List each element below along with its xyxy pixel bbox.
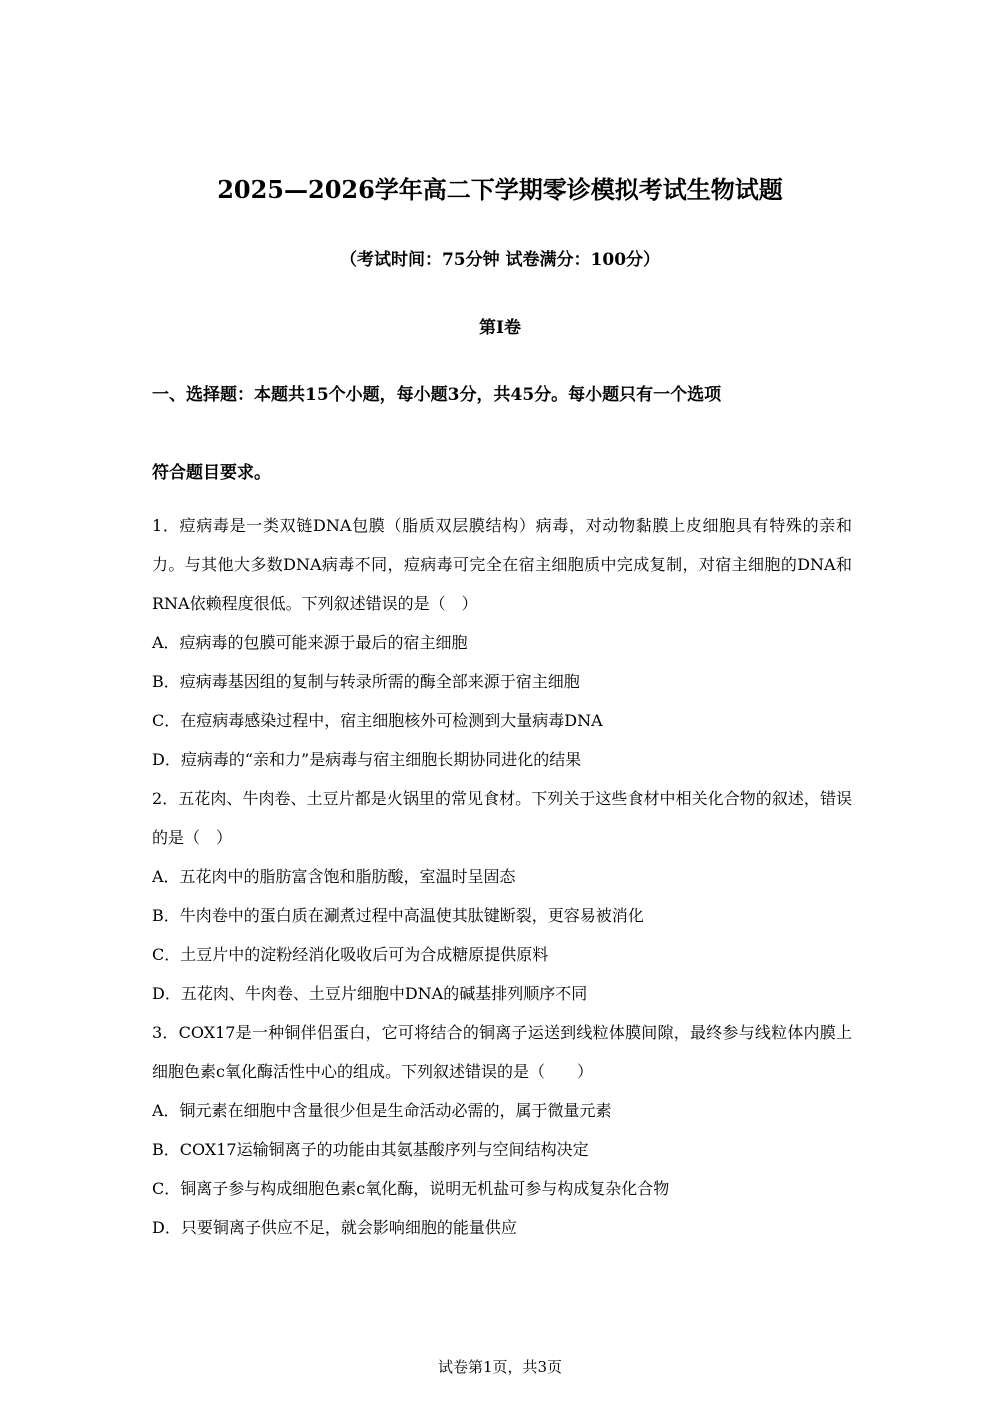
question-1 [152, 506, 852, 779]
question-1-option-c: C．在痘病毒感染过程中，宿主细胞核外可检测到大量病毒DNA [152, 711, 603, 730]
question-2-option-d: D．五花肉、牛肉卷、土豆片细胞中DNA的碱基排列顺序不同 [152, 984, 588, 1003]
question-1-option-b: B．痘病毒基因组的复制与转录所需的酶全部来源于宿主细胞 [152, 672, 580, 691]
exam-title: 2025—2026学年高二下学期零诊模拟考试生物试题 [217, 175, 783, 204]
question-3-stem: 3．COX17是一种铜伴侣蛋白，它可将结合的铜离子运送到线粒体膜间隙，最终参与线粒体内膜上细胞色素c氧化酶活性中心的组成。下列叙述错误的是（ ） [152, 1023, 852, 1081]
question-2-option-b: B．牛肉卷中的蛋白质在涮煮过程中高温使其肽键断裂，更容易被消化 [152, 906, 644, 925]
question-1-stem: 1．痘病毒是一类双链DNA包膜（脂质双层膜结构）病毒，对动物黏膜上皮细胞具有特殊的亲和力。与其他大多数DNA病毒不同，痘病毒可完全在宿主细胞质中完成复制，对宿主细胞的DNA和RNA依赖程度很低。下列叙述错误的是（ ） [152, 516, 852, 613]
exam-subtitle: （考试时间：75分钟 试卷满分：100分） [339, 250, 661, 270]
question-2-option-c: C．土豆片中的淀粉经消化吸收后可为合成糖原提供原料 [152, 945, 549, 964]
question-3-option-d: D．只要铜离子供应不足，就会影响细胞的能量供应 [152, 1218, 517, 1237]
questions-area [152, 506, 852, 1247]
question-3-option-c: C．铜离子参与构成细胞色素c氧化酶，说明无机盐可参与构成复杂化合物 [152, 1179, 670, 1198]
question-1-option-d: D．痘病毒的“亲和力”是病毒与宿主细胞长期协同进化的结果 [152, 750, 582, 769]
section-heading-line1: 一、选择题：本题共15个小题，每小题3分，共45分。每小题只有一个选项 [152, 385, 722, 405]
question-3-option-a: A．铜元素在细胞中含量很少但是生命活动必需的，属于微量元素 [152, 1101, 612, 1120]
page-footer: 试卷第1页，共3页 [437, 1358, 563, 1376]
question-2-option-a: A．五花肉中的脂肪富含饱和脂肪酸，室温时呈固态 [152, 867, 516, 886]
question-3-option-b: B．COX17运输铜离子的功能由其氨基酸序列与空间结构决定 [152, 1140, 589, 1159]
section-heading-line2: 符合题目要求。 [152, 463, 271, 483]
question-2-stem: 2．五花肉、牛肉卷、土豆片都是火锅里的常见食材。下列关于这些食材中相关化合物的叙述，错误的是（ ） [152, 789, 852, 847]
question-1-option-a: A．痘病毒的包膜可能来源于最后的宿主细胞 [152, 633, 468, 652]
question-3 [152, 1013, 852, 1247]
question-2 [152, 779, 852, 1013]
volume-heading: 第Ⅰ卷 [479, 318, 521, 338]
